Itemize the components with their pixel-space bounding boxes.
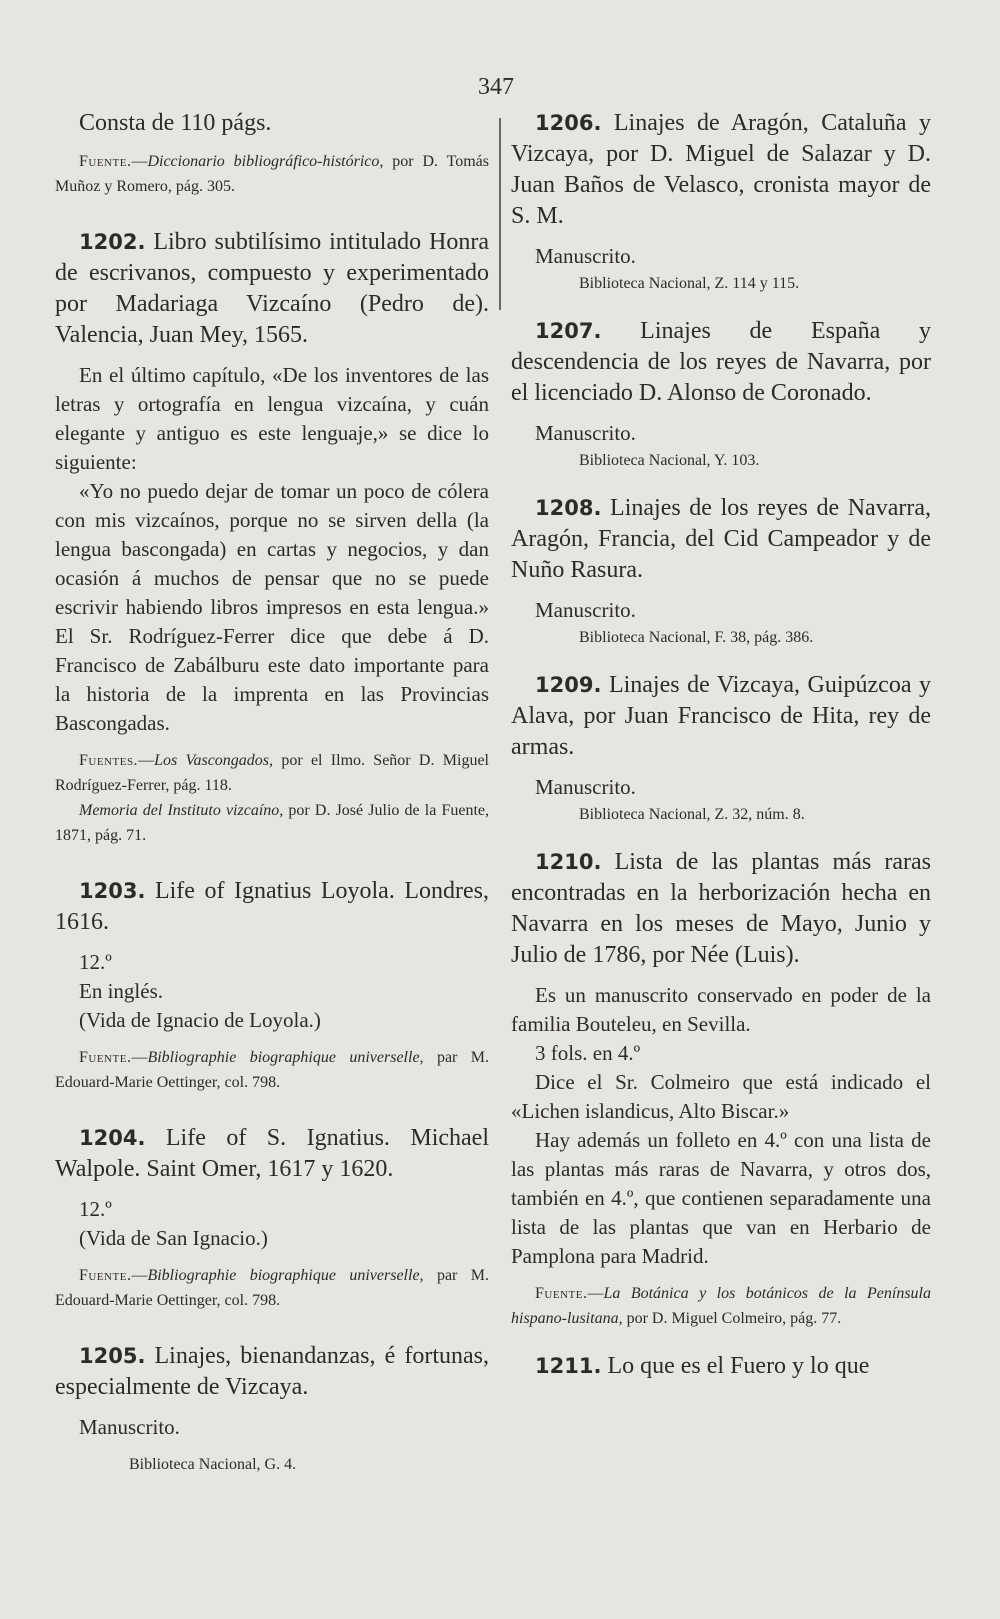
entry-1205-location: Biblioteca Nacional, G. 4. [129,1456,297,1473]
entry-title: Linajes de Aragón, Cataluña y Vizcaya, por D. Miguel de Salazar y D. Juan Baños de Velasco, cronista mayor de S. M. [511,110,931,229]
entry-1204-heading [55,1123,489,1185]
source-note-5 [55,1263,489,1313]
entry-number: 1207. [535,319,602,343]
entry-number: 1210. [535,850,602,874]
entry-title: Lista de las plantas más raras encontradas en la herborización hecha en Navarra en los meses de Mayo, Junio y Julio de 1786, por Née (Luis). [511,849,931,968]
entry-title: Lo que es el Fuero y lo que [601,1353,870,1379]
entry-number: 1211. [535,1354,602,1378]
source-rest: por D. José Julio de la Fuente, 1871, pág. 71. [55,802,490,844]
source-rest: par M. Edouard-Marie Oettinger, col. 798. [55,1049,489,1091]
entry-number: 1205. [79,1344,146,1368]
entry-1203-language: En inglés. [79,979,163,1003]
entry-1210-format: 3 fols. en 4.º [535,1041,641,1065]
source-note-4 [55,1045,489,1095]
entry-1210-paragraph-1: Es un manuscrito conservado en poder de la familia Bouteleu, en Sevilla. [511,983,931,1036]
entry-1210-paragraph-2: Dice el Sr. Colmeiro que está indicado el «Lichen islandicus, Alto Biscar.» [511,1070,931,1123]
entry-1206-manuscript: Manuscrito. [535,244,636,268]
entry-number: 1209. [535,673,602,697]
entry-title: Linajes, bienandanzas, é fortunas, especialmente de Vizcaya. [55,1343,489,1400]
source-rest: por D. Miguel Colmeiro, pág. 77. [622,1310,842,1327]
entry-1209-heading [511,670,931,763]
page-count-line: Consta de 110 págs. [79,110,272,136]
entry-1204-note: (Vida de San Ignacio.) [79,1226,268,1250]
entry-1208-location: Biblioteca Nacional, F. 38, pág. 386. [579,629,814,646]
source-title: Bibliographie biographique universelle, [147,1049,424,1066]
entry-number: 1202. [79,230,146,254]
entry-number: 1208. [535,496,602,520]
entry-1202-paragraph-1: En el último capítulo, «De los inventores de las letras y ortografía en lengua vizcaína, y cuán elegante y antiguo es este lenguaje,» se dice lo siguiente: [55,363,489,474]
entry-1209-manuscript: Manuscrito. [535,775,636,799]
entry-1203-heading [55,876,489,938]
source-rest: por D. Tomás Muñoz y Romero, pág. 305. [55,153,489,195]
source-label: Fuente. [79,153,132,170]
source-dash: — [138,752,155,769]
entry-1206-location: Biblioteca Nacional, Z. 114 y 115. [579,275,800,292]
source-dash: — [131,1049,148,1066]
source-dash: — [131,1267,148,1284]
entry-1203-format: 12.º [79,950,112,974]
page-number: 347 [478,74,514,100]
entry-title: Linajes de Vizcaya, Guipúzcoa y Alava, por Juan Francisco de Hita, rey de armas. [511,672,931,760]
source-dash: — [587,1285,604,1302]
entry-1205-heading [55,1341,489,1403]
entry-title: Linajes de los reyes de Navarra, Aragón, Francia, del Cid Campeador y de Nuño Rasura. [511,495,931,583]
source-title: Diccionario bibliográfico-histórico, [147,153,384,170]
entry-1210-heading [511,847,931,971]
source-title: La Botánica y los botánicos de la Península hispano-lusitana, [511,1285,931,1327]
left-column [55,108,489,1477]
source-rest: por el Ilmo. Señor D. Miguel Rodríguez-Ferrer, pág. 118. [55,752,489,794]
entry-title: Linajes de España y descendencia de los reyes de Navarra, por el licenciado D. Alonso de Coronado. [511,318,931,406]
entry-1206-heading [511,108,931,232]
right-column [511,108,931,1382]
entry-1209-location: Biblioteca Nacional, Z. 32, núm. 8. [579,806,805,823]
source-note-1 [55,149,489,199]
entry-1207-heading [511,316,931,409]
entry-1207-manuscript: Manuscrito. [535,421,636,445]
entry-1204-format: 12.º [79,1197,112,1221]
entry-1208-manuscript: Manuscrito. [535,598,636,622]
entry-number: 1204. [79,1126,146,1150]
source-rest: par M. Edouard-Marie Oettinger, col. 798. [55,1267,489,1309]
entry-title: Libro subtilísimo intitulado Honra de escrivanos, compuesto y experimentado por Madariaga Vizcaíno (Pedro de). Valencia, Juan Mey, 1565. [55,229,489,348]
entry-1211-heading [511,1351,931,1382]
entry-number: 1203. [79,879,146,903]
entry-1207-location: Biblioteca Nacional, Y. 103. [579,452,760,469]
source-note-2 [55,748,489,798]
source-title: Bibliographie biographique universelle, [147,1267,424,1284]
entry-1208-heading [511,493,931,586]
source-label: Fuente. [79,1049,132,1066]
column-divider [499,118,501,310]
source-title: Memoria del Instituto vizcaíno, [79,802,284,819]
entry-1205-manuscript: Manuscrito. [79,1415,180,1439]
source-label: Fuente. [79,1267,132,1284]
source-title: Los Vascongados, [154,752,274,769]
source-note-3 [55,798,489,848]
entry-1203-note: (Vida de Ignacio de Loyola.) [79,1008,321,1032]
entry-1210-paragraph-3: Hay además un folleto en 4.º con una lista de las plantas más raras de Navarra, y otros dos, también en 4.º, que contienen separadamente una lista de las plantas que van en Herbario de Pamplona para Madrid. [511,1128,931,1268]
source-note-6 [511,1281,931,1331]
entry-number: 1206. [535,111,602,135]
entry-title: Life of S. Ignatius. Michael Walpole. Saint Omer, 1617 y 1620. [55,1125,489,1182]
source-label: Fuente. [535,1285,588,1302]
entry-1202-paragraph-2: «Yo no puedo dejar de tomar un poco de cólera con mis vizcaínos, porque no se sirven della (la lengua bascongada) en cartas y negocios, y dan ocasión á muchos de pensar que no se puede escrivir habiendo libros impresos en esta lengua.» El Sr. Rodríguez-Ferrer dice que debe á D. Francisco de Zabálburu este dato importante para la historia de la imprenta en las Provincias Bascongadas. [55,479,489,735]
source-label: Fuentes. [79,752,139,769]
source-dash: — [131,153,148,170]
entry-title: Life of Ignatius Loyola. Londres, 1616. [55,878,489,935]
entry-1202-heading [55,227,489,351]
